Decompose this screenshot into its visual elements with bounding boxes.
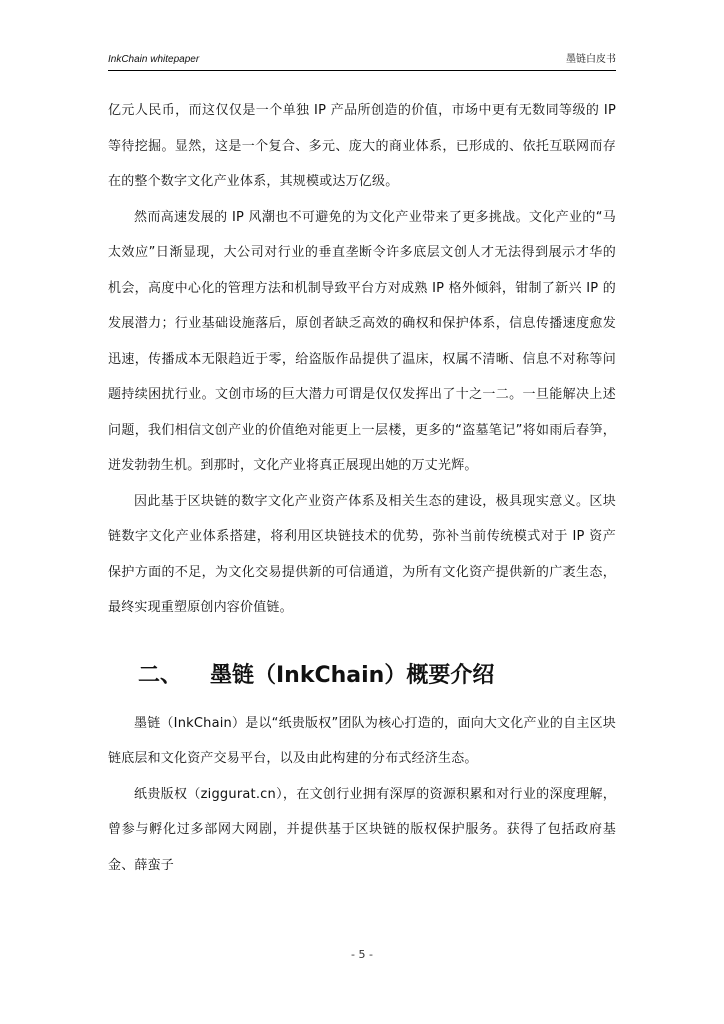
page-header [108,52,616,71]
header-doc-title-zh: 墨链白皮书 [566,54,616,65]
paragraph-ziggurat-intro: 纸贵版权（ziggurat.cn），在文创行业拥有深厚的资源积累和对行业的深度理解，曾参与孵化过多部网大网剧，并提供基于区块链的版权保护服务。获得了包括政府基金、薛蛮子 [108,786,616,873]
paragraph-market-scale: 亿元人民币，而这仅仅是一个单独 IP 产品所创造的价值，市场中更有无数同等级的 IP 等待挖掘。显然，这是一个复合、多元、庞大的商业体系，已形成的、依托互联网而存在的整个数字文化产业体系，其规模或达万亿级。 [108,103,616,189]
page-body [108,93,616,883]
paragraph-blockchain-significance: 因此基于区块链的数字文化产业资产体系及相关生态的建设，极具现实意义。区块链数字文化产业体系搭建，将利用区块链技术的优势，弥补当前传统模式对于 IP 资产保护方面的不足，为文化交易提供新的可信通道，为所有文化资产提供新的广袤生态，最终实现重塑原创内容价值链。 [108,493,616,615]
paragraph-industry-challenges: 然而高速发展的 IP 风潮也不可避免的为文化产业带来了更多挑战。文化产业的“马太效应”日渐显现，大公司对行业的垂直垄断令许多底层文创人才无法得到展示才华的机会，高度中心化的管理方法和机制导致平台方对成熟 IP 格外倾斜，钳制了新兴 IP 的发展潜力；行业基础设施落后，原创者缺乏高效的确权和保护体系，信息传播速度愈发迅速，传播成本无限趋近于零，给盗版作品提供了温床，权属不清晰、信息不对称等问题持续困扰行业。文创市场的巨大潜力可谓是仅仅发挥出了十之一二。一旦能解决上述问题，我们相信文创产业的价值绝对能更上一层楼，更多的“盗墓笔记”将如雨后春笋，迸发勃勃生机。到那时，文化产业将真正展现出她的万丈光辉。 [108,209,616,473]
section-title: 墨链（InkChain）概要介绍 [210,662,495,688]
header-doc-title-en: InkChain whitepaper [108,54,200,65]
paragraph-inkchain-intro: 墨链（InkChain）是以“纸贵版权”团队为核心打造的，面向大文化产业的自主区块链底层和文化资产交易平台，以及由此构建的分布式经济生态。 [108,715,616,766]
section-number: 二、 [138,662,183,688]
section-heading [138,656,616,696]
page-number: - 5 - [351,948,373,961]
